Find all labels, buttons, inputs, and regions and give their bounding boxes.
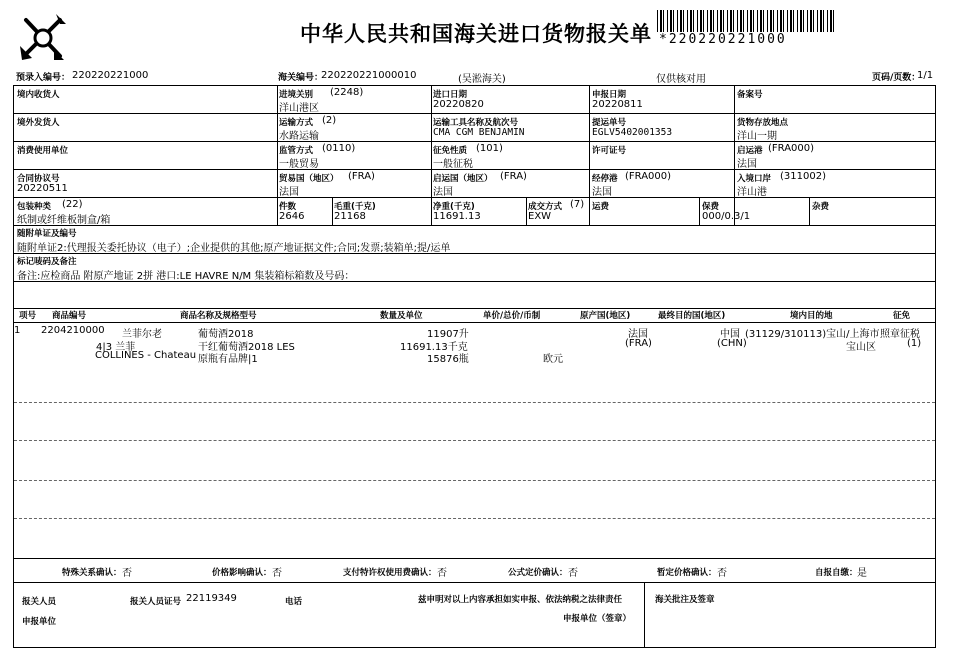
special-value: 否 xyxy=(122,568,132,579)
supervision-code: (0110) xyxy=(322,143,356,154)
freight-label: 运费 xyxy=(592,202,610,212)
declarant-label: 报关人员 xyxy=(22,597,57,607)
self-value: 是 xyxy=(857,568,867,579)
declarant-cert: 22119349 xyxy=(186,593,237,604)
goods-spec-2: 干红葡萄酒2018 LES xyxy=(198,342,295,353)
hs-code: 2204210000 xyxy=(41,325,105,336)
import-date-label: 进口日期 xyxy=(433,90,468,100)
origin-code: (FRA) xyxy=(625,338,652,349)
customs-approval-label: 海关批注及签章 xyxy=(655,595,715,605)
final-dest: 中国 xyxy=(720,329,740,340)
consumer-label: 消费使用单位 xyxy=(17,146,69,156)
trade-country: 法国 xyxy=(279,187,299,198)
bl-label: 提运单号 xyxy=(592,118,627,128)
final-dest-code: (CHN) xyxy=(717,338,747,349)
qty-2: 11691.13千克 xyxy=(400,342,468,353)
terms-code: (7) xyxy=(570,199,585,210)
col-price: 单价/总价/币制 xyxy=(483,311,541,321)
goods-name-1: 兰菲尔老 xyxy=(122,329,162,340)
origin-country-code: (FRA) xyxy=(500,171,527,182)
statement: 兹申明对以上内容承担如实申报、依法纳税之法律责任 xyxy=(418,595,623,605)
transport-mode-label: 运输方式 xyxy=(279,118,314,128)
entry-port-label: 进境关别 xyxy=(279,90,314,100)
qty-3: 15876瓶 xyxy=(427,354,469,365)
tax: 一般征税 xyxy=(433,159,473,170)
docs: 随附单证2:代理报关委托协议（电子）;企业提供的其他;原产地证据文件;合同;发票;装箱单;提/运单 xyxy=(17,243,451,254)
origin: 法国 xyxy=(628,329,648,340)
supervision-label: 监管方式 xyxy=(279,146,314,156)
goods-spec-1: 葡萄酒2018 xyxy=(198,329,254,340)
marks-label: 标记唛码及备注 xyxy=(17,257,77,267)
domestic-dest: (31129/310113)宝山/上海市 xyxy=(745,329,880,340)
via-port-code: (FRA000) xyxy=(625,171,672,182)
via-port: 法国 xyxy=(592,187,612,198)
item-no: 1 xyxy=(14,325,21,336)
self-label: 自报自缴： xyxy=(815,568,858,578)
royalty-value: 否 xyxy=(437,568,447,579)
goods-name-3: COLLINES - Chateau xyxy=(95,350,197,361)
trade-country-label: 贸易国（地区） xyxy=(279,174,339,184)
misc-label: 杂费 xyxy=(812,202,830,212)
customs-name: (吴淞海关) xyxy=(458,74,506,85)
pieces: 2646 xyxy=(279,211,305,222)
storage-label: 货物存放地点 xyxy=(737,118,789,128)
record-no-label: 备案号 xyxy=(737,90,763,100)
import-date: 20220820 xyxy=(433,99,484,110)
preentry-number: 220220221000 xyxy=(72,70,149,81)
trade-country-code: (FRA) xyxy=(348,171,375,182)
col-hs-code: 商品编号 xyxy=(52,311,87,321)
terms-label: 成交方式 xyxy=(528,202,563,212)
gross-label: 毛重(千克) xyxy=(334,202,376,212)
page-title: 中华人民共和国海关进口货物报关单 xyxy=(300,22,652,46)
terms: EXW xyxy=(528,211,552,222)
col-domestic-dest: 境内目的地 xyxy=(790,311,833,321)
tax-code: (101) xyxy=(476,143,503,154)
exemption: 照章征税 xyxy=(880,329,920,340)
contract: 20220511 xyxy=(17,183,68,194)
royalty-label: 支付特许权使用费确认： xyxy=(343,568,437,578)
transport-mode-code: (2) xyxy=(322,115,337,126)
col-final-dest: 最终目的国(地区) xyxy=(658,311,726,321)
consignee-label: 境内收货人 xyxy=(17,90,60,100)
col-name: 商品名称及规格型号 xyxy=(180,311,257,321)
entry-place-label: 入境口岸 xyxy=(737,174,772,184)
departure: 法国 xyxy=(737,159,757,170)
tax-label: 征免性质 xyxy=(433,146,468,156)
entry-port-code: (2248) xyxy=(330,87,364,98)
gross: 21168 xyxy=(334,211,366,222)
customs-number-label: 海关编号： xyxy=(278,73,324,83)
customs-emblem-icon xyxy=(16,10,70,64)
supervision: 一般贸易 xyxy=(279,159,319,170)
price-label: 价格影响确认： xyxy=(212,568,272,578)
license-label: 许可证号 xyxy=(592,146,627,156)
special-label: 特殊关系确认： xyxy=(62,568,122,578)
note: 仅供核对用 xyxy=(656,74,706,85)
barcode xyxy=(657,10,837,32)
package: 纸制或纤维板制盒/箱 xyxy=(17,215,111,226)
provisional-label: 暂定价格确认： xyxy=(657,568,717,578)
vessel: CMA CGM BENJAMIN xyxy=(433,127,525,138)
origin-country-label: 启运国（地区） xyxy=(433,174,493,184)
customs-number: 220220221000010 xyxy=(321,70,417,81)
qty-1: 11907升 xyxy=(427,329,469,340)
pieces-label: 件数 xyxy=(279,202,297,212)
price-value: 否 xyxy=(272,568,282,579)
marks: 备注:应检商品 附原产地证 2拼 港口:LE HAVRE N/M 集装箱标箱数及号码： xyxy=(17,271,355,282)
provisional-value: 否 xyxy=(717,568,727,579)
insurance: 000/0.3/1 xyxy=(702,211,751,222)
declare-date-label: 申报日期 xyxy=(592,90,627,100)
formula-label: 公式定价确认： xyxy=(508,568,568,578)
page-label: 页码/页数： xyxy=(872,73,921,83)
unit-label: 申报单位 xyxy=(22,617,57,627)
domestic-dest-2: 宝山区 xyxy=(846,342,876,353)
contract-label: 合同协议号 xyxy=(17,174,60,184)
exemption-code: (1) xyxy=(907,338,922,349)
currency: 欧元 xyxy=(543,354,563,365)
docs-label: 随附单证及编号 xyxy=(17,229,77,239)
entry-place: 洋山港 xyxy=(737,187,767,198)
seal-label: 申报单位（签章） xyxy=(563,614,632,624)
departure-code: (FRA000) xyxy=(768,143,815,154)
declaration-form xyxy=(13,85,936,648)
col-qty: 数量及单位 xyxy=(380,311,423,321)
page-number: 1/1 xyxy=(917,70,934,81)
storage: 洋山一期 xyxy=(737,131,777,142)
declare-date: 20220811 xyxy=(592,99,643,110)
transport-mode: 水路运输 xyxy=(279,131,319,142)
origin-country: 法国 xyxy=(433,187,453,198)
col-exemption: 征免 xyxy=(893,311,911,321)
goods-name-2: 4|3 兰菲 xyxy=(96,342,136,353)
col-item-no: 项号 xyxy=(19,311,37,321)
package-label: 包装种类 xyxy=(17,202,52,212)
shipper-label: 境外发货人 xyxy=(17,118,60,128)
barcode-number: *220220221000 xyxy=(659,32,787,47)
net-label: 净重(千克) xyxy=(433,202,475,212)
declarant-cert-label: 报关人员证号 xyxy=(130,597,182,607)
entry-port: 洋山港区 xyxy=(279,103,319,114)
package-code: (22) xyxy=(62,199,83,210)
formula-value: 否 xyxy=(568,568,578,579)
preentry-label: 预录入编号： xyxy=(16,73,71,83)
col-origin: 原产国(地区) xyxy=(580,311,631,321)
phone-label: 电话 xyxy=(285,597,303,607)
departure-label: 启运港 xyxy=(737,146,763,156)
net: 11691.13 xyxy=(433,211,481,222)
vessel-label: 运输工具名称及航次号 xyxy=(433,118,519,128)
entry-place-code: (311002) xyxy=(780,171,826,182)
via-port-label: 经停港 xyxy=(592,174,618,184)
bl-number: EGLV5402001353 xyxy=(592,127,673,138)
insurance-label: 保费 xyxy=(702,202,720,212)
goods-spec-3: 原瓶有品牌|1 xyxy=(198,354,258,365)
